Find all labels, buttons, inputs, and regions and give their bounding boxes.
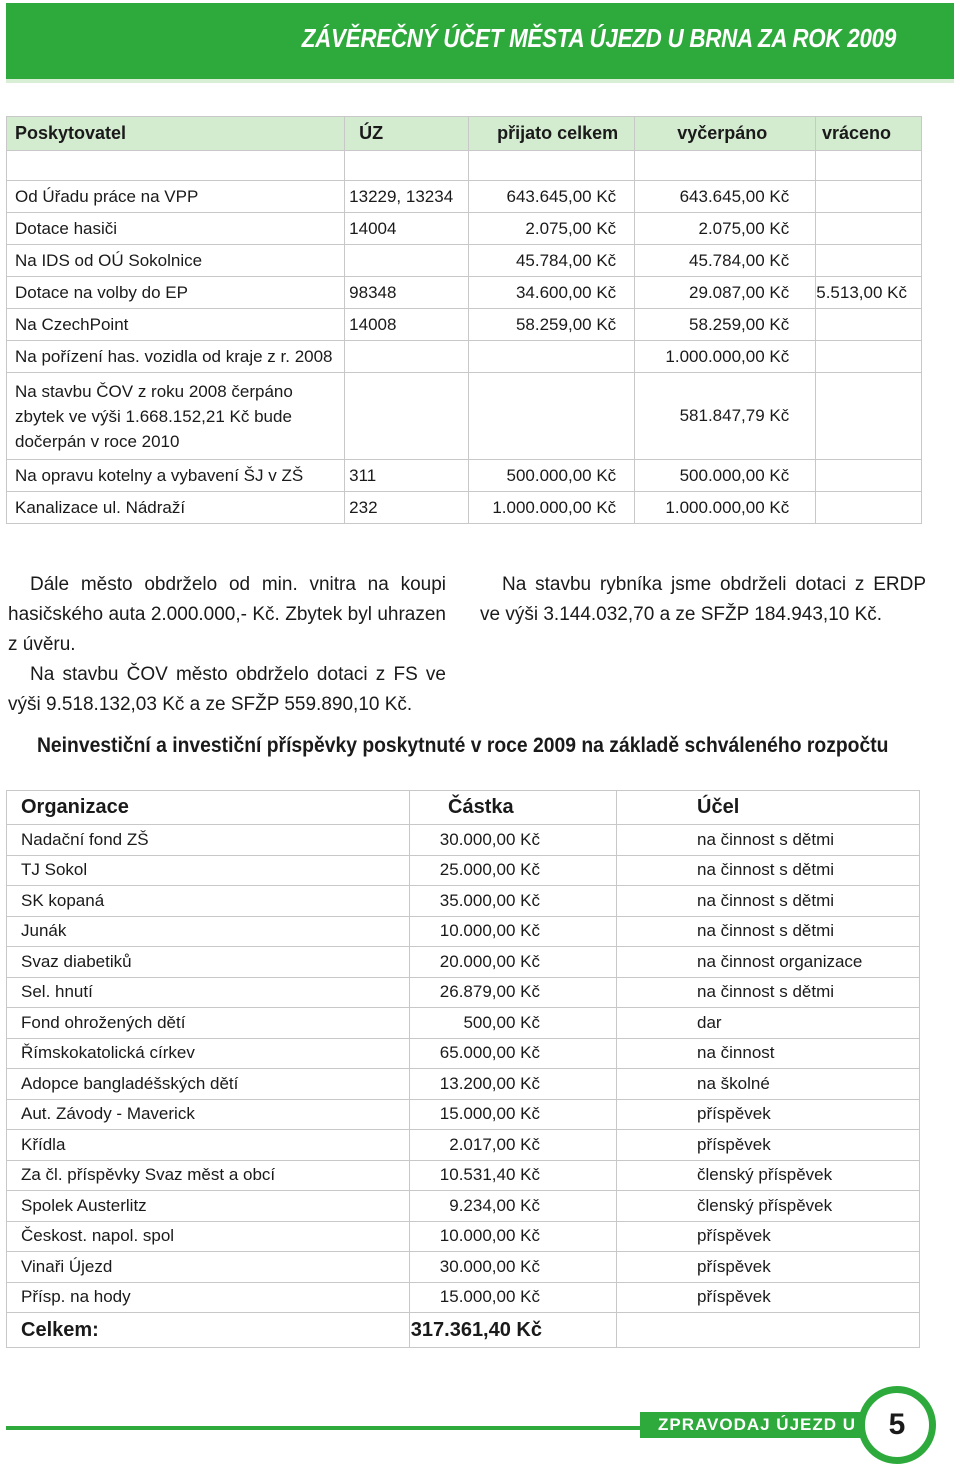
- table-row: [7, 341, 922, 373]
- table-row: [7, 1099, 920, 1130]
- cell-received: [468, 341, 634, 373]
- cell-uz: 232: [345, 492, 469, 524]
- cell-purpose: na činnost: [617, 1038, 920, 1069]
- cell-purpose: členský příspěvek: [617, 1160, 920, 1191]
- cell-amount: 15.000,00 Kč: [410, 1099, 617, 1130]
- cell-purpose: na činnost s dětmi: [617, 916, 920, 947]
- table-row: [7, 277, 922, 309]
- header-banner: [6, 3, 954, 79]
- table-row: [7, 855, 920, 886]
- cell-organization: Sel. hnutí: [7, 977, 410, 1008]
- column-header-organization: Organizace: [7, 791, 410, 825]
- contributions-table-header: [7, 791, 920, 825]
- cell-amount: 500,00 Kč: [410, 1008, 617, 1039]
- cell-received: 45.784,00 Kč: [468, 245, 634, 277]
- cell-provider: Kanalizace ul. Nádraží: [7, 492, 345, 524]
- cell-organization: Římskokatolická církev: [7, 1038, 410, 1069]
- cell-received: 58.259,00 Kč: [468, 309, 634, 341]
- table-row: [7, 309, 922, 341]
- cell-organization: Adopce bangladéšských dětí: [7, 1069, 410, 1100]
- cell-uz: [345, 341, 469, 373]
- page-number: 5: [858, 1386, 936, 1464]
- cell-amount: 30.000,00 Kč: [410, 825, 617, 856]
- table-row: [7, 1160, 920, 1191]
- cell-purpose: na činnost s dětmi: [617, 886, 920, 917]
- cell-uz: [345, 373, 469, 460]
- cell-purpose: členský příspěvek: [617, 1191, 920, 1222]
- header-divider: [6, 79, 954, 83]
- note-pond: Na stavbu rybníka jsme obdrželi dotaci z ERDP ve výši 3.144.032,70 a ze SFŽP 184.943,10 Kč.: [480, 574, 926, 625]
- cell-organization: TJ Sokol: [7, 855, 410, 886]
- cell-uz: 311: [345, 460, 469, 492]
- table-row: [7, 1282, 920, 1313]
- grants-table-header: [7, 117, 922, 151]
- column-header-amount: Částka: [410, 791, 617, 825]
- cell-organization: Svaz diabetiků: [7, 947, 410, 978]
- table-row: [7, 886, 920, 917]
- cell-returned: [816, 341, 922, 373]
- cell-spent: 1.000.000,00 Kč: [635, 492, 816, 524]
- total-label: Celkem:: [7, 1313, 410, 1348]
- column-header-uz: ÚZ: [345, 117, 469, 151]
- cell-uz: [345, 245, 469, 277]
- cell-organization: Českost. napol. spol: [7, 1221, 410, 1252]
- cell-provider: Na CzechPoint: [7, 309, 345, 341]
- table-row: [7, 1130, 920, 1161]
- cell-amount: 10.000,00 Kč: [410, 1221, 617, 1252]
- column-header-spent: vyčerpáno: [635, 117, 816, 151]
- cell-uz: 14008: [345, 309, 469, 341]
- cell-amount: 25.000,00 Kč: [410, 855, 617, 886]
- cell-provider: Na pořízení has. vozidla od kraje z r. 2008: [7, 341, 345, 373]
- cell-provider: Na IDS od OÚ Sokolnice: [7, 245, 345, 277]
- note-fire-truck: Dále město obdrželo od min. vnitra na koupi hasičského auta 2.000.000,- Kč. Zbytek byl uhrazen z úvěru.: [8, 574, 446, 655]
- cell-organization: Aut. Závody - Maverick: [7, 1099, 410, 1130]
- cell-organization: Za čl. příspěvky Svaz měst a obcí: [7, 1160, 410, 1191]
- cell-spent: 58.259,00 Kč: [635, 309, 816, 341]
- cell-purpose: dar: [617, 1008, 920, 1039]
- cell-spent: 643.645,00 Kč: [635, 181, 816, 213]
- cell-spent: 2.075,00 Kč: [635, 213, 816, 245]
- table-row: [7, 916, 920, 947]
- table-row: [7, 213, 922, 245]
- column-header-received: přijato celkem: [468, 117, 634, 151]
- column-header-purpose: Účel: [617, 791, 920, 825]
- cell-returned: [816, 460, 922, 492]
- cell-spent: 45.784,00 Kč: [635, 245, 816, 277]
- cell-returned: [816, 373, 922, 460]
- cell-organization: Vinaři Újezd: [7, 1252, 410, 1283]
- cell-received: 2.075,00 Kč: [468, 213, 634, 245]
- cell-returned: [816, 492, 922, 524]
- contributions-table: [6, 790, 920, 1348]
- cell-purpose: na činnost organizace: [617, 947, 920, 978]
- cell-spent: 29.087,00 Kč: [635, 277, 816, 309]
- table-row: [7, 245, 922, 277]
- table-row: [7, 1252, 920, 1283]
- cell-purpose: příspěvek: [617, 1221, 920, 1252]
- cell-organization: Junák: [7, 916, 410, 947]
- cell-purpose: na činnost s dětmi: [617, 825, 920, 856]
- cell-provider: Dotace hasiči: [7, 213, 345, 245]
- cell-amount: 65.000,00 Kč: [410, 1038, 617, 1069]
- cell-amount: 20.000,00 Kč: [410, 947, 617, 978]
- table-row: [7, 373, 922, 460]
- note-wwtp: Na stavbu ČOV město obdrželo dotaci z FS ve výši 9.518.132,03 Kč a ze SFŽP 559.890,10 Kč.: [8, 664, 446, 715]
- cell-amount: 13.200,00 Kč: [410, 1069, 617, 1100]
- table-row: [7, 1069, 920, 1100]
- cell-provider: Od Úřadu práce na VPP: [7, 181, 345, 213]
- cell-returned: 5.513,00 Kč: [816, 277, 922, 309]
- footer-publication: ZPRAVODAJ ÚJEZD U BRNA: [640, 1412, 862, 1438]
- cell-uz: 13229, 13234: [345, 181, 469, 213]
- cell-purpose: příspěvek: [617, 1099, 920, 1130]
- cell-organization: SK kopaná: [7, 886, 410, 917]
- cell-amount: 9.234,00 Kč: [410, 1191, 617, 1222]
- table-row: [7, 825, 920, 856]
- cell-returned: [816, 309, 922, 341]
- notes-right: [480, 570, 926, 630]
- cell-uz: 98348: [345, 277, 469, 309]
- table-spacer-row: [7, 151, 922, 181]
- grants-table: [6, 116, 922, 524]
- cell-organization: Křídla: [7, 1130, 410, 1161]
- table-row: [7, 1191, 920, 1222]
- cell-spent: 500.000,00 Kč: [635, 460, 816, 492]
- column-header-returned: vráceno: [816, 117, 922, 151]
- cell-organization: Fond ohrožených dětí: [7, 1008, 410, 1039]
- cell-purpose: na činnost s dětmi: [617, 977, 920, 1008]
- cell-amount: 26.879,00 Kč: [410, 977, 617, 1008]
- table-row: [7, 1008, 920, 1039]
- total-value: 317.361,40 Kč: [410, 1313, 617, 1348]
- cell-organization: Spolek Austerlitz: [7, 1191, 410, 1222]
- cell-amount: 10.531,40 Kč: [410, 1160, 617, 1191]
- table-row: [7, 977, 920, 1008]
- cell-organization: Přísp. na hody: [7, 1282, 410, 1313]
- cell-purpose: příspěvek: [617, 1252, 920, 1283]
- cell-provider: Na stavbu ČOV z roku 2008 čerpáno zbytek ve výši 1.668.152,21 Kč bude dočerpán v roce 2010: [7, 373, 345, 460]
- cell-organization: Nadační fond ZŠ: [7, 825, 410, 856]
- notes-left: [8, 570, 446, 720]
- cell-amount: 30.000,00 Kč: [410, 1252, 617, 1283]
- cell-amount: 2.017,00 Kč: [410, 1130, 617, 1161]
- cell-amount: 35.000,00 Kč: [410, 886, 617, 917]
- cell-received: 643.645,00 Kč: [468, 181, 634, 213]
- table-row: [7, 492, 922, 524]
- table-row: [7, 460, 922, 492]
- total-row: [7, 1313, 920, 1348]
- cell-amount: 15.000,00 Kč: [410, 1282, 617, 1313]
- cell-purpose: příspěvek: [617, 1130, 920, 1161]
- cell-purpose: příspěvek: [617, 1282, 920, 1313]
- cell-uz: 14004: [345, 213, 469, 245]
- table-row: [7, 1221, 920, 1252]
- table-row: [7, 947, 920, 978]
- page-title: ZÁVĚREČNÝ ÚČET MĚSTA ÚJEZD U BRNA ZA ROK 2009: [301, 23, 896, 53]
- cell-returned: [816, 245, 922, 277]
- cell-returned: [816, 181, 922, 213]
- cell-spent: 1.000.000,00 Kč: [635, 341, 816, 373]
- cell-received: 500.000,00 Kč: [468, 460, 634, 492]
- cell-spent: 581.847,79 Kč: [635, 373, 816, 460]
- table-row: [7, 1038, 920, 1069]
- contributions-title: Neinvestiční a investiční příspěvky poskytnuté v roce 2009 na základě schváleného rozpočtu: [36, 734, 889, 757]
- cell-provider: Na opravu kotelny a vybavení ŠJ v ZŠ: [7, 460, 345, 492]
- column-header-provider: Poskytovatel: [7, 117, 345, 151]
- cell-amount: 10.000,00 Kč: [410, 916, 617, 947]
- cell-purpose: na školné: [617, 1069, 920, 1100]
- cell-received: [468, 373, 634, 460]
- cell-received: 34.600,00 Kč: [468, 277, 634, 309]
- cell-provider: Dotace na volby do EP: [7, 277, 345, 309]
- cell-returned: [816, 213, 922, 245]
- cell-received: 1.000.000,00 Kč: [468, 492, 634, 524]
- cell-purpose: na činnost s dětmi: [617, 855, 920, 886]
- table-row: [7, 181, 922, 213]
